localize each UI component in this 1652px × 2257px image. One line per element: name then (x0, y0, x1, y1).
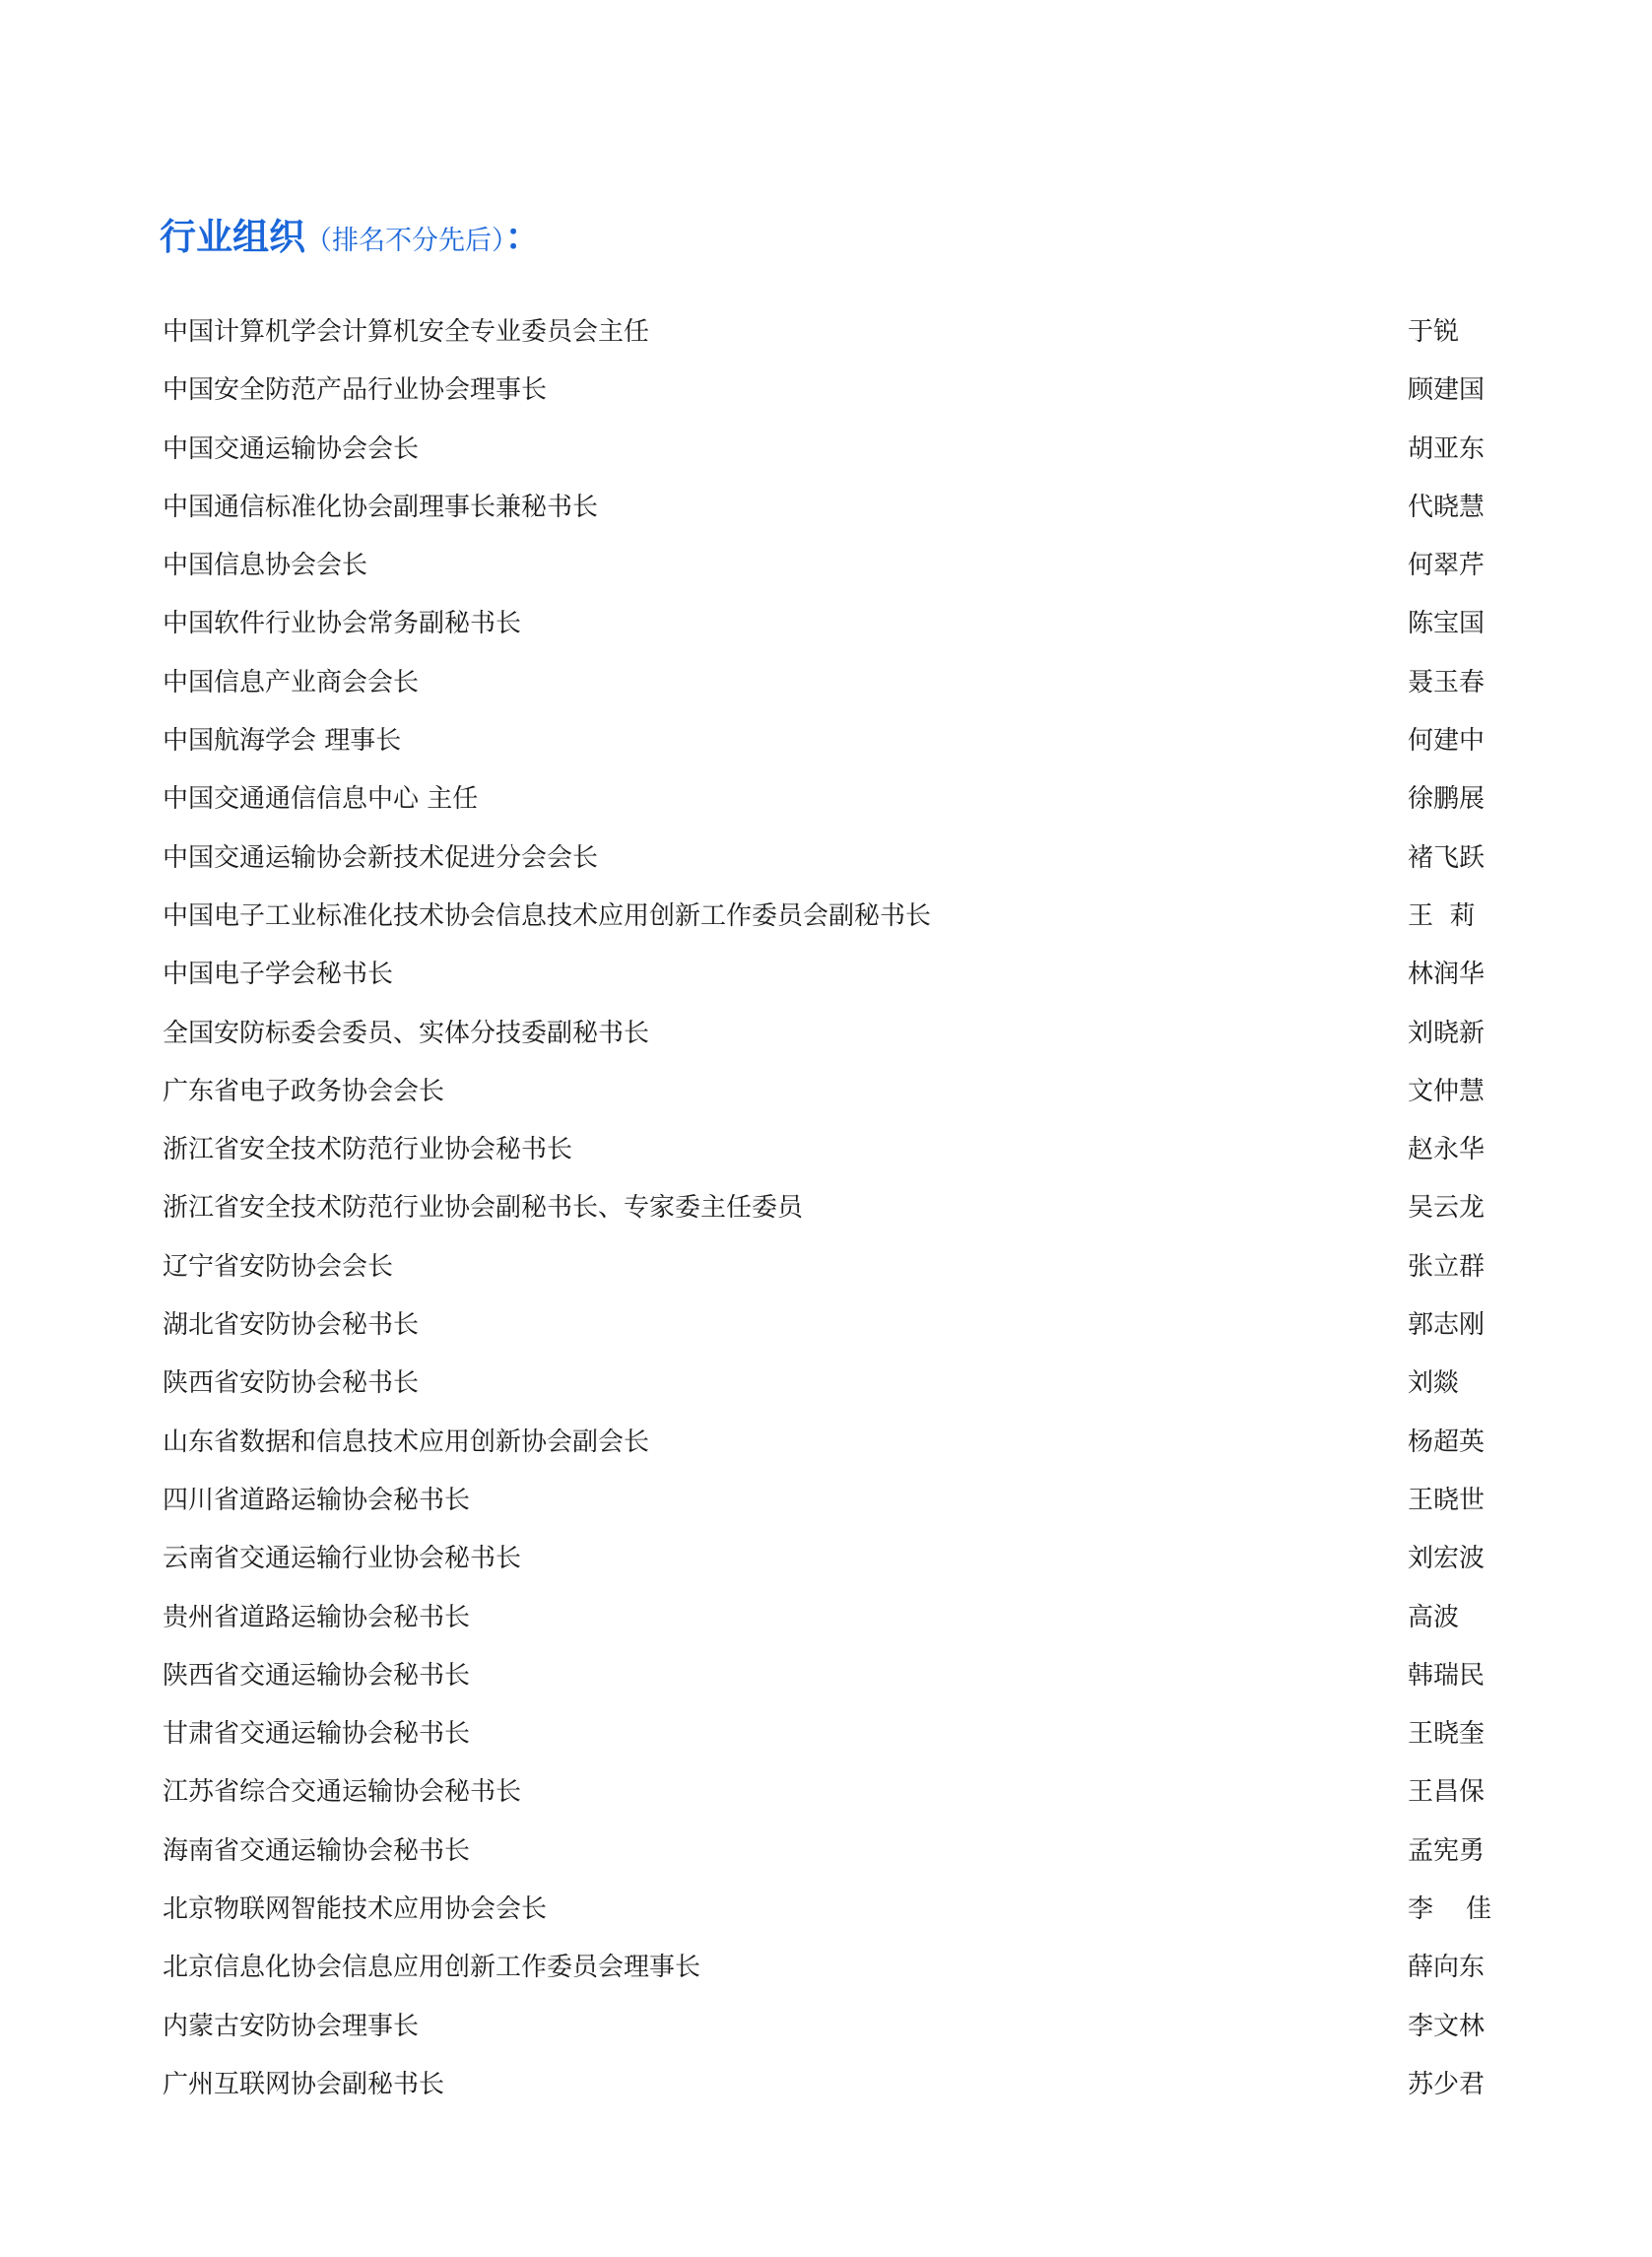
list-item (163, 1420, 1502, 1478)
person-name: 王晓世 (1408, 1485, 1486, 1515)
organization-title: 中国通信标准化协会副理事长兼秘书长 (163, 492, 599, 522)
organization-title: 辽宁省安防协会会长 (163, 1251, 394, 1282)
person-name: 王昌保 (1408, 1777, 1486, 1808)
organization-title: 中国信息产业商会会长 (163, 667, 420, 697)
organization-title: 中国电子工业标准化技术协会信息技术应用创新工作委员会副秘书长 (163, 900, 932, 931)
person-name: 郭志刚 (1408, 1310, 1486, 1341)
person-name: 顾建国 (1408, 375, 1486, 406)
person-name: 李 佳 (1408, 1894, 1492, 1925)
person-name: 胡亚东 (1408, 433, 1486, 464)
person-name: 代晓慧 (1408, 492, 1486, 522)
organization-title: 中国交通通信信息中心 主任 (163, 784, 479, 815)
organization-title: 四川省道路运输协会秘书长 (163, 1485, 471, 1515)
person-name: 文仲慧 (1408, 1076, 1486, 1106)
list-item (163, 1302, 1502, 1361)
organization-title: 北京物联网智能技术应用协会会长 (163, 1894, 548, 1925)
organization-title: 海南省交通运输协会秘书长 (163, 1835, 471, 1866)
organization-title: 中国电子学会秘书长 (163, 960, 394, 990)
list-item (163, 1653, 1502, 1711)
person-name: 苏少君 (1408, 2069, 1486, 2099)
organization-title: 浙江省安全技术防范行业协会秘书长 (163, 1135, 573, 1165)
list-item (163, 1185, 1502, 1243)
list-item (163, 660, 1502, 718)
person-name: 李文林 (1408, 2011, 1486, 2041)
person-name: 刘宏波 (1408, 1544, 1486, 1574)
list-item (163, 1478, 1502, 1536)
list-item (163, 427, 1502, 485)
list-item (163, 601, 1502, 659)
list-item (163, 1244, 1502, 1302)
person-name: 徐鹏展 (1408, 784, 1486, 815)
list-item (163, 835, 1502, 894)
organization-title: 全国安防标委会委员、实体分技委副秘书长 (163, 1018, 650, 1048)
list-item (163, 1711, 1502, 1769)
organization-title: 中国软件行业协会常务副秘书长 (163, 609, 522, 639)
organization-title: 中国交通运输协会新技术促进分会会长 (163, 842, 599, 873)
list-item (163, 1127, 1502, 1185)
list-item (163, 1361, 1502, 1419)
person-name: 高波 (1408, 1602, 1460, 1632)
person-name: 王晓奎 (1408, 1719, 1486, 1750)
list-item (163, 1011, 1502, 1069)
organization-title: 贵州省道路运输协会秘书长 (163, 1602, 471, 1632)
list-item (163, 1769, 1502, 1827)
list-item (163, 1828, 1502, 1887)
list-item (163, 1945, 1502, 2003)
list-item (163, 309, 1502, 367)
person-name: 聂玉春 (1408, 667, 1486, 697)
person-name: 褚飞跃 (1408, 842, 1486, 873)
list-item (163, 776, 1502, 834)
list-item (163, 1536, 1502, 1594)
organization-title: 中国信息协会会长 (163, 551, 368, 581)
person-name: 何建中 (1408, 726, 1486, 757)
organization-title: 中国交通运输协会会长 (163, 433, 420, 464)
person-name: 吴云龙 (1408, 1193, 1486, 1224)
organization-title: 内蒙古安防协会理事长 (163, 2011, 420, 2041)
organization-title: 中国计算机学会计算机安全专业委员会主任 (163, 317, 650, 347)
person-name: 赵永华 (1408, 1135, 1486, 1165)
list-item (163, 485, 1502, 543)
person-name: 于锐 (1408, 317, 1460, 347)
person-name: 杨超英 (1408, 1427, 1486, 1457)
list-item (163, 2062, 1502, 2120)
person-name: 刘晓新 (1408, 1018, 1486, 1048)
person-name: 陈宝国 (1408, 609, 1486, 639)
person-name: 林润华 (1408, 960, 1486, 990)
list-item (163, 1595, 1502, 1653)
section-note: （排名不分先后） (305, 226, 505, 256)
organization-title: 中国安全防范产品行业协会理事长 (163, 375, 548, 406)
organization-title: 中国航海学会 理事长 (163, 726, 402, 757)
person-name: 何翠芹 (1408, 551, 1486, 581)
organization-title: 陕西省交通运输协会秘书长 (163, 1660, 471, 1691)
organization-title: 甘肃省交通运输协会秘书长 (163, 1719, 471, 1750)
list-item (163, 894, 1502, 952)
organization-title: 山东省数据和信息技术应用创新协会副会长 (163, 1427, 650, 1457)
list-item (163, 543, 1502, 601)
list-item (163, 952, 1502, 1010)
organization-title: 北京信息化协会信息应用创新工作委员会理事长 (163, 1953, 701, 1983)
list-item (163, 367, 1502, 426)
list-item (163, 718, 1502, 776)
organization-title: 江苏省综合交通运输协会秘书长 (163, 1777, 522, 1808)
organization-title: 湖北省安防协会秘书长 (163, 1310, 420, 1341)
person-name: 王 莉 (1408, 900, 1476, 931)
list-item (163, 1887, 1502, 1945)
person-name: 韩瑞民 (1408, 1660, 1486, 1691)
organization-title: 广州互联网协会副秘书长 (163, 2069, 445, 2099)
section-heading (160, 216, 542, 258)
person-name: 薛向东 (1408, 1953, 1486, 1983)
organization-title: 云南省交通运输行业协会秘书长 (163, 1544, 522, 1574)
person-name: 孟宪勇 (1408, 1835, 1486, 1866)
organization-title: 陕西省安防协会秘书长 (163, 1368, 420, 1399)
list-item (163, 2004, 1502, 2062)
section-colon: ： (504, 216, 542, 258)
list-item (163, 1069, 1502, 1127)
person-name: 刘燚 (1408, 1368, 1460, 1399)
section-title: 行业组织 (160, 216, 305, 258)
person-name: 张立群 (1408, 1251, 1486, 1282)
organization-title: 广东省电子政务协会会长 (163, 1076, 445, 1106)
organization-list (163, 309, 1502, 2120)
organization-title: 浙江省安全技术防范行业协会副秘书长、专家委主任委员 (163, 1193, 804, 1224)
